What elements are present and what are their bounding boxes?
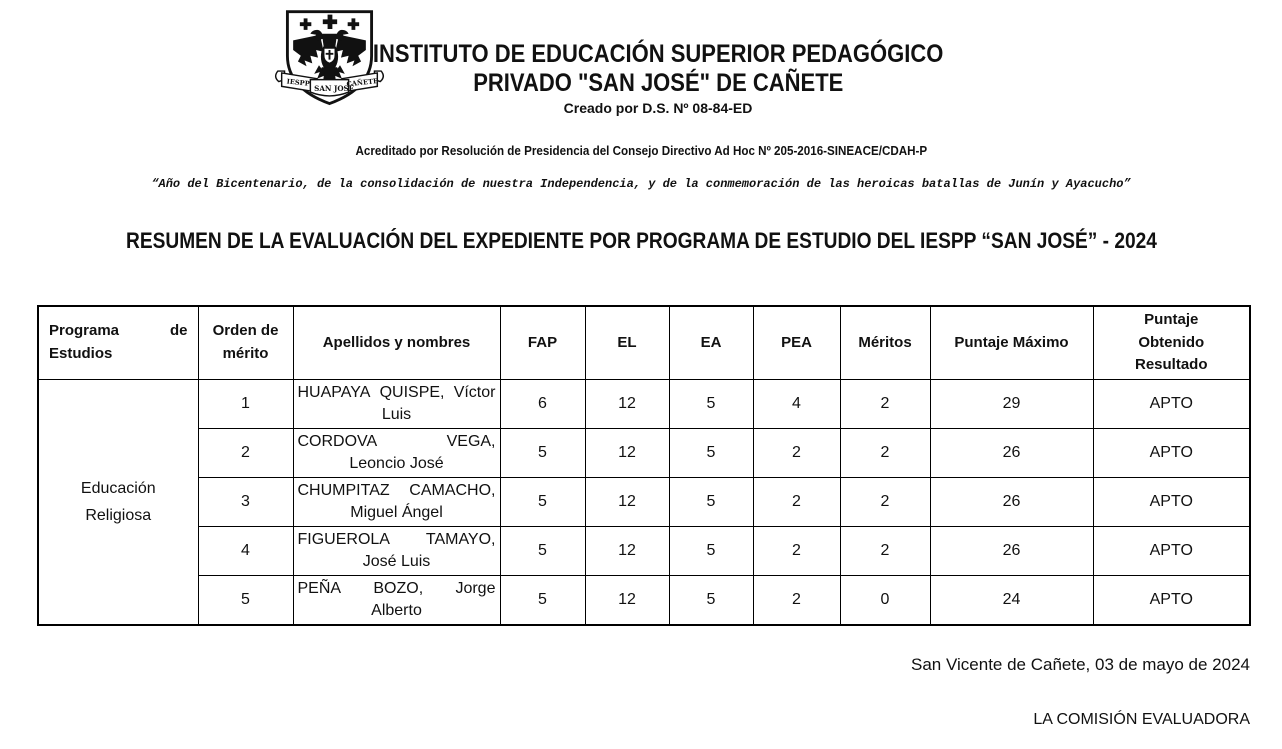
cell-name: CORDOVA VEGA, Leoncio José	[293, 428, 500, 477]
cell-ea: 5	[669, 428, 753, 477]
cell-puntaje-maximo: 26	[930, 477, 1093, 526]
cell-pea: 2	[753, 575, 840, 625]
cell-order: 3	[198, 477, 293, 526]
table-row	[38, 575, 1250, 625]
table-row	[38, 477, 1250, 526]
cell-resultado: APTO	[1093, 575, 1250, 625]
creation-decree: Creado por D.S. Nº 08-84-ED	[563, 100, 753, 116]
cell-puntaje-maximo: 24	[930, 575, 1093, 625]
col-header-pea: PEA	[753, 306, 840, 379]
cell-fap: 5	[500, 428, 585, 477]
cell-order: 5	[198, 575, 293, 625]
cell-puntaje-maximo: 29	[930, 379, 1093, 428]
cell-fap: 5	[500, 575, 585, 625]
cell-meritos: 2	[840, 379, 930, 428]
cell-meritos: 2	[840, 428, 930, 477]
year-motto: “Año del Bicentenario, de la consolidación de nuestra Independencia, y de la conmemoración de las heroicas batallas de Junín y Ayacucho”	[151, 177, 1131, 191]
cell-resultado: APTO	[1093, 477, 1250, 526]
institute-name-line1: INSTITUTO DE EDUCACIÓN SUPERIOR PEDAGÓGICO	[372, 40, 944, 68]
col-header-fap: FAP	[500, 306, 585, 379]
col-header-apellidos: Apellidos y nombres	[293, 306, 500, 379]
cell-name: CHUMPITAZ CAMACHO, Miguel Ángel	[293, 477, 500, 526]
cell-puntaje-maximo: 26	[930, 428, 1093, 477]
cell-name: HUAPAYA QUISPE, Víctor Luis	[293, 379, 500, 428]
results-table	[37, 305, 1251, 626]
cell-meritos: 2	[840, 477, 930, 526]
signature-line: LA COMISIÓN EVALUADORA	[1033, 711, 1250, 728]
cell-resultado: APTO	[1093, 379, 1250, 428]
cell-ea: 5	[669, 379, 753, 428]
cell-order: 2	[198, 428, 293, 477]
cell-pea: 2	[753, 428, 840, 477]
cell-resultado: APTO	[1093, 428, 1250, 477]
cell-order: 4	[198, 526, 293, 575]
cell-puntaje-maximo: 26	[930, 526, 1093, 575]
cell-name: FIGUEROLA TAMAYO, José Luis	[293, 526, 500, 575]
letterhead	[17, 0, 1282, 116]
col-header-puntaje-maximo: Puntaje Máximo	[930, 306, 1093, 379]
table-header-row	[38, 306, 1250, 379]
document-title: RESUMEN DE LA EVALUACIÓN DEL EXPEDIENTE POR PROGRAMA DE ESTUDIO DEL IESPP “SAN JOSÉ” - 2024	[125, 228, 1157, 253]
cell-ea: 5	[669, 526, 753, 575]
col-header-orden: Orden de mérito	[198, 306, 293, 379]
cell-pea: 2	[753, 477, 840, 526]
cell-fap: 5	[500, 477, 585, 526]
col-header-meritos: Méritos	[840, 306, 930, 379]
cell-pea: 4	[753, 379, 840, 428]
logo-right-label: CAÑETE	[346, 77, 379, 89]
logo-center-label: SAN JOSÉ	[314, 84, 355, 94]
col-header-el: EL	[585, 306, 669, 379]
cell-fap: 5	[500, 526, 585, 575]
cell-resultado: APTO	[1093, 526, 1250, 575]
cell-order: 1	[198, 379, 293, 428]
cell-pea: 2	[753, 526, 840, 575]
cell-meritos: 2	[840, 526, 930, 575]
cell-el: 12	[585, 379, 669, 428]
cell-ea: 5	[669, 575, 753, 625]
col-header-ea: EA	[669, 306, 753, 379]
col-header-puntaje-obtenido: Puntaje Obtenido Resultado	[1093, 306, 1250, 379]
cell-el: 12	[585, 428, 669, 477]
table-row	[38, 428, 1250, 477]
cell-el: 12	[585, 575, 669, 625]
cell-fap: 6	[500, 379, 585, 428]
cell-name: PEÑA BOZO, Jorge Alberto	[293, 575, 500, 625]
table-row	[38, 379, 1250, 428]
accreditation-line: Acreditado por Resolución de Presidencia del Consejo Directivo Ad Hoc Nº 205-2016-SINEACE/CDAH-P	[355, 144, 927, 158]
table-row	[38, 526, 1250, 575]
cell-el: 12	[585, 477, 669, 526]
institute-name-line2: PRIVADO "SAN JOSÉ" DE CAÑETE	[472, 69, 844, 97]
program-cell: Educación Religiosa	[38, 379, 198, 625]
cell-el: 12	[585, 526, 669, 575]
cell-ea: 5	[669, 477, 753, 526]
logo-left-label: IESPP	[286, 77, 311, 88]
cell-meritos: 0	[840, 575, 930, 625]
col-header-programa: Programa de Estudios	[38, 306, 198, 379]
place-date-line: San Vicente de Cañete, 03 de mayo de 2024	[911, 655, 1250, 674]
